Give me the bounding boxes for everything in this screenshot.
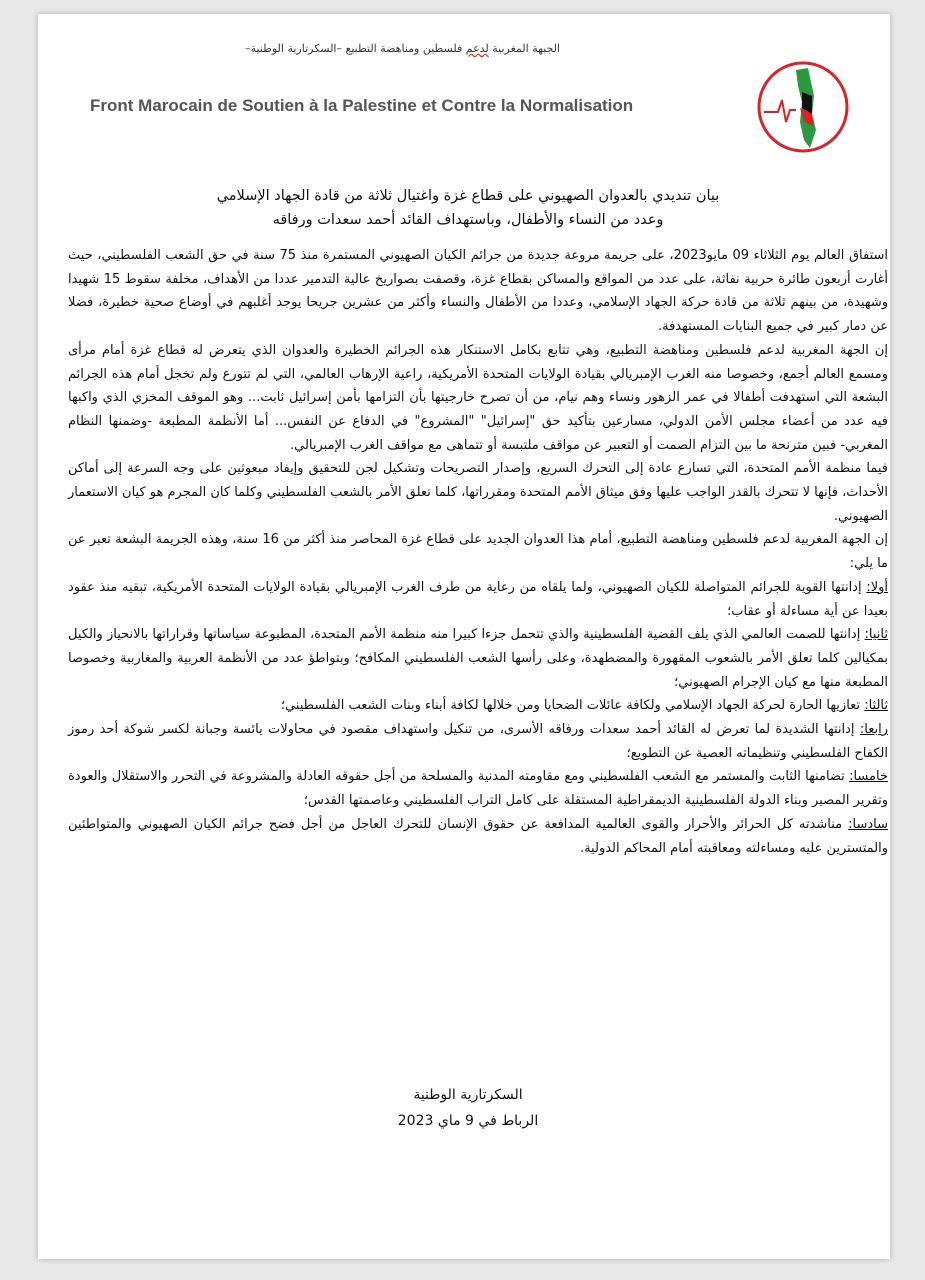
signature-place-date: الرباط في 9 ماي 2023 xyxy=(397,1113,539,1129)
list-item-label: رابعا: xyxy=(859,722,888,738)
list-item-4 xyxy=(68,718,888,765)
signature-block xyxy=(368,1082,568,1134)
paragraph-2: إن الجهة المغربية لدعم فلسطين ومناهضة التطبيع، وهي تتابع بكامل الاستنكار هذه الجرائم الخطيرة والعدوان الذي يتعرض له قطاع غزة أمام مرأى ومسمع العالم أجمع، وخصوصا منه الغرب الإمبريالي بقيادة الولايات المتحدة الأمريكية، راعية الإرهاب العالمي، التي لم تتورع ولم تخجل أمام هذه الجرائم البشعة التي استهدفت أطفالا في عمر الزهور ونساء وهم نيام، من أن تصرح خارجيتها بأن التزامها بأمن إسرائيل ثابت... وهو الموقف المخزي الذي واكبها فيه عدد من أعضاء مجلس الأمن الدولي، مسارعين بتأكيد حق "إسرائيل" "المشروع" في الدفاع عن النفس... أما الأنظمة المطبعة -وضمنها النظام المغربي- فبين مترنحة ما بين التزام الصمت أو التعبير عن مواقف ملتبسة أو تتماهى مع مواقف الغرب الإمبريالي. xyxy=(68,342,888,453)
list-item-text: إدانتها القوية للجرائم المتواصلة للكيان الصهيوني، ولما يلقاه من رعاية من طرف الغرب الإمبريالي بقيادة الولايات المتحدة الأمريكية، تبقيه منذ عقود بعيدا عن أية مساءلة أو عقاب؛ xyxy=(68,579,888,619)
title-line-2: وعدد من النساء والأطفال، وباستهداف القائد أحمد سعدات ورفاقه xyxy=(272,212,664,228)
list-item-6 xyxy=(68,813,888,860)
list-item-5 xyxy=(68,765,888,812)
header-org-part2: فلسطين ومناهضة التطبيع –السكرتارية الوطنية– xyxy=(245,42,466,55)
signature-secretariat: السكرتارية الوطنية xyxy=(413,1087,523,1103)
list-item-3 xyxy=(68,694,888,718)
document-page xyxy=(38,14,890,1259)
list-item-label: أولا: xyxy=(866,579,888,595)
logo-pulse-line xyxy=(764,100,796,122)
list-item-text: مناشدته كل الحرائر والأحرار والقوى العالمية المدافعة عن حقوق الإنسان للتحرك العاجل من أجل فضح جرائم الكيان الصهيوني والمتواطئين والمتسترين عليه ومساءلته ومعاقبته أمام المحاكم الدولية. xyxy=(68,816,888,856)
organization-logo-icon xyxy=(756,52,850,162)
paragraph-1: استفاق العالم يوم الثلاثاء 09 مايو2023، على جريمة مروعة جديدة من جرائم الكيان الصهيوني المستمرة منذ 75 سنة في حق الشعب الفلسطيني، حيث أغارت أربعون طائرة حربية نفاثة، على عدد من المواقع والمساكن بقطاع غزة، وقصفت بصواريخ عالية التدمير عددا من الأهداف، مخلفة سقوط 15 شهيدا وشهيدة، من بينهم ثلاثة من قادة حركة الجهاد الإسلامي، وعددا من الأطفال والنساء وأكثر من عشرين جريحا يوجد أغلبهم في أوضاع صحية خطيرة، فضلا عن دمار كبير في جميع البنايات المستهدفة. xyxy=(68,248,889,335)
header-org-spellcheck-word: لدعم xyxy=(465,42,489,55)
list-item-label: ثانيا: xyxy=(864,627,888,643)
header-org-arabic xyxy=(140,42,560,55)
title-line-1: بيان تنديدي بالعدوان الصهيوني على قطاع غزة واغتيال ثلاثة من قادة الجهاد الإسلامي xyxy=(216,188,720,204)
list-item-label: سادسا: xyxy=(848,816,888,832)
list-item-text: إدانتها للصمت العالمي الذي يلف القضية الفلسطينية والذي تتحمل جزءا كبيرا منه منظمة الأمم المتحدة، المطبوعة سياساتها وقراراتها بالانحياز والكيل بمكيالين كلما تعلق الأمر بالشعوب المقهورة والمضطهدة، وعلى رأسها الشعب الفلسطيني المكافح؛ وبتواطؤ عدد من الأنظمة العربية والمغاربية وخصوصا المطبعة منها مع كيان الإجرام الصهيوني؛ xyxy=(68,627,888,690)
header-org-french: Front Marocain de Soutien à la Palestine et Contre la Normalisation xyxy=(90,96,634,115)
statement-body xyxy=(68,244,888,860)
statement-title xyxy=(148,184,788,232)
list-item-label: ثالثا: xyxy=(864,698,888,714)
header-org-part1: الجبهة المغربية xyxy=(488,42,560,55)
list-item-label: خامسا: xyxy=(849,769,888,785)
list-item-1 xyxy=(68,576,888,623)
list-item-text: تعازيها الحارة لحركة الجهاد الإسلامي ولكافة عائلات الضحايا ومن خلالها لكافة أبناء وبنات الشعب الفلسطيني؛ xyxy=(280,698,865,714)
paragraph-3: فيما منظمة الأمم المتحدة، التي تسارع عادة إلى التحرك السريع، وإصدار التصريحات وتشكيل لجن للتحقيق وإيفاد مبعوثين على وجه السرعة إلى أماكن الأحداث، فإنها لا تتحرك بالقدر الواجب عليها وفق ميثاق الأمم المتحدة ومقرراتها، كلما تعلق الأمر بالشعب الفلسطيني وكلما كان المجرم هو كيان الاستعمار الصهيوني. xyxy=(68,461,888,524)
paragraph-4: إن الجهة المغربية لدعم فلسطين ومناهضة التطبيع، أمام هذا العدوان الجديد على قطاع غزة المحاصر منذ أكثر من 16 سنة، وهذه الجريمة البشعة تعبر عن ما يلي: xyxy=(68,532,888,572)
list-item-text: تضامنها الثابت والمستمر مع الشعب الفلسطيني ومع مقاومته المدنية والمسلحة من أجل حقوقه العادلة والمشروعة في التحرر والاستقلال والعودة وتقرير المصير وبناء الدولة الفلسطينية الديمقراطية المستقلة على كامل التراب الفلسطيني وعاصمتها القدس؛ xyxy=(68,769,888,809)
list-item-2 xyxy=(68,623,888,694)
list-item-text: إدانتها الشديدة لما تعرض له القائد أحمد سعدات ورفاقه الأسرى، من تنكيل واستهداف مقصود في محاولات يائسة وجبانة لكسر شوكة أحد رموز الكفاح الفلسطيني وتنظيماته العصية عن التطويع؛ xyxy=(68,722,888,761)
